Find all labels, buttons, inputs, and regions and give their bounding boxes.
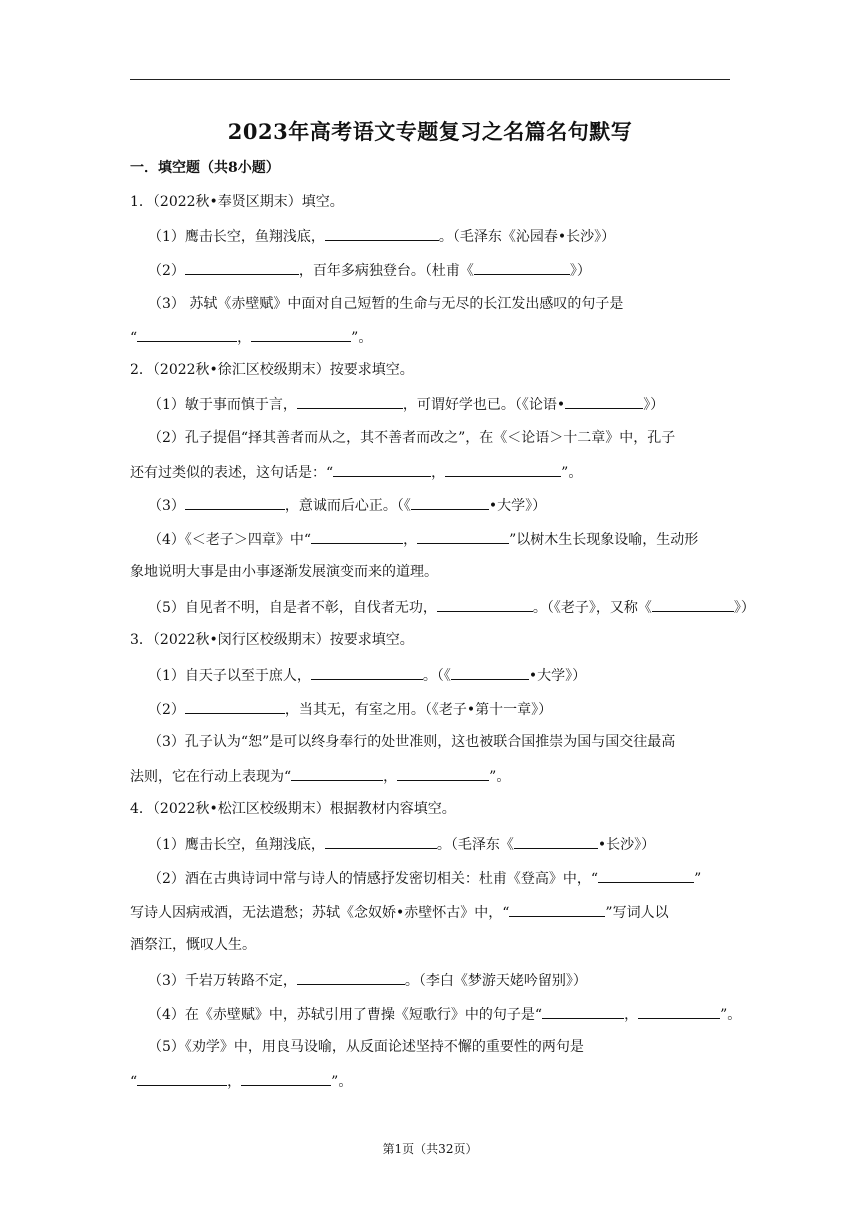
q3-sub-3: （3）孔子认为“恕”是可以终身奉行的处世准则，这也被联合国推崇为国与国交往最高 <box>148 734 676 750</box>
q3-sub-1: （1）自天子以至于庶人， 。（《 •大学》） <box>148 664 586 686</box>
answer-blank[interactable] <box>325 833 437 849</box>
q4-sub-1: （1）鹰击长空，鱼翔浅底， 。（毛泽东《 •长沙》） <box>148 833 655 855</box>
q2-sub-4-cont: 象地说明大事是由小事逐渐发展演变而来的道理。 <box>130 564 438 580</box>
q2-sub-2-cont: 还有过类似的表述，这句话是：“ ， ”。 <box>130 461 582 483</box>
answer-blank[interactable] <box>542 1003 624 1019</box>
answer-blank[interactable] <box>291 765 383 781</box>
q1-sub-1: （1）鹰击长空，鱼翔浅底， 。（毛泽东《沁园春•长沙》） <box>148 225 615 247</box>
q2-sub-4: （4）《＜老子＞四章》中“ ， ”以树木生长现象设喻，生动形 <box>148 528 698 550</box>
answer-blank[interactable] <box>185 698 285 714</box>
q4-sub-2-cont2: 酒祭江，慨叹人生。 <box>130 937 256 953</box>
section-heading: 一．填空题（共8小题） <box>130 160 280 176</box>
question-4-stem: 4．（2022秋•松江区校级期末）根据教材内容填空。 <box>130 801 456 817</box>
answer-blank[interactable] <box>185 259 299 275</box>
answer-blank[interactable] <box>325 225 439 241</box>
answer-blank[interactable] <box>311 528 403 544</box>
question-1-stem: 1．（2022秋•奉贤区期末）填空。 <box>130 194 344 210</box>
q1-sub-2: （2） ，百年多病独登台。（杜甫《 》） <box>148 259 591 281</box>
answer-blank[interactable] <box>638 1003 720 1019</box>
answer-blank[interactable] <box>185 494 285 510</box>
answer-blank[interactable] <box>514 833 598 849</box>
q3-sub-2: （2） ，当其无，有室之用。（《老子•第十一章》） <box>148 698 552 720</box>
answer-blank[interactable] <box>437 596 533 612</box>
q2-sub-3: （3） ，意诚而后心正。（《 •大学》） <box>148 494 546 516</box>
q4-sub-4: （4）在《赤壁赋》中，苏轼引用了曹操《短歌行》中的句子是“ ， ”。 <box>148 1003 741 1025</box>
q1-sub-3: （3） 苏轼《赤壁赋》中面对自己短暂的生命与无尽的长江发出感叹的句子是 <box>148 296 624 312</box>
answer-blank[interactable] <box>137 1070 227 1086</box>
q4-sub-3: （3）千岩万转路不定， 。（李白《梦游天姥吟留别》） <box>148 969 587 991</box>
answer-blank[interactable] <box>297 393 403 409</box>
answer-blank[interactable] <box>397 765 489 781</box>
q3-sub-3-cont: 法则，它在行动上表现为“ ， ”。 <box>130 765 510 787</box>
answer-blank[interactable] <box>311 664 423 680</box>
answer-blank[interactable] <box>509 901 605 917</box>
document-title: 2023年高考语文专题复习之名篇名句默写 <box>227 119 633 144</box>
q4-sub-5: （5）《劝学》中，用良马设喻，从反面论述坚持不懈的重要性的两句是 <box>148 1039 584 1055</box>
q1-sub-3-cont: “ ， ”。 <box>130 326 372 348</box>
page-footer: 第1页（共32页） <box>382 1142 478 1156</box>
q4-sub-2: （2）酒在古典诗词中常与诗人的情感抒发密切相关：杜甫《登高》中，“ ” <box>148 867 701 889</box>
answer-blank[interactable] <box>137 326 237 342</box>
q2-sub-2: （2）孔子提倡“择其善者而从之，其不善者而改之”，在《＜论语＞十二章》中，孔子 <box>148 430 676 446</box>
answer-blank[interactable] <box>241 1070 331 1086</box>
question-2-stem: 2．（2022秋•徐汇区校级期末）按要求填空。 <box>130 362 414 378</box>
answer-blank[interactable] <box>251 326 351 342</box>
answer-blank[interactable] <box>333 461 431 477</box>
answer-blank[interactable] <box>417 528 509 544</box>
answer-blank[interactable] <box>652 596 734 612</box>
q2-sub-1: （1）敏于事而慎于言， ，可谓好学也已。（《论语• 》） <box>148 393 664 415</box>
q4-sub-5-cont: “ ， ”。 <box>130 1070 352 1092</box>
answer-blank[interactable] <box>411 494 489 510</box>
q4-sub-2-cont: 写诗人因病戒酒，无法遣愁；苏轼《念奴娇•赤壁怀古》中，“ ”写词人以 <box>130 901 669 923</box>
q2-sub-5: （5）自见者不明，自是者不彰，自伐者无功， 。（《老子》，又称《 》） <box>148 596 755 618</box>
header-rule <box>130 79 730 80</box>
answer-blank[interactable] <box>598 867 694 883</box>
answer-blank[interactable] <box>451 664 529 680</box>
answer-blank[interactable] <box>445 461 561 477</box>
answer-blank[interactable] <box>297 969 405 985</box>
answer-blank[interactable] <box>474 259 570 275</box>
answer-blank[interactable] <box>565 393 643 409</box>
question-3-stem: 3．（2022秋•闵行区校级期末）按要求填空。 <box>130 632 414 648</box>
